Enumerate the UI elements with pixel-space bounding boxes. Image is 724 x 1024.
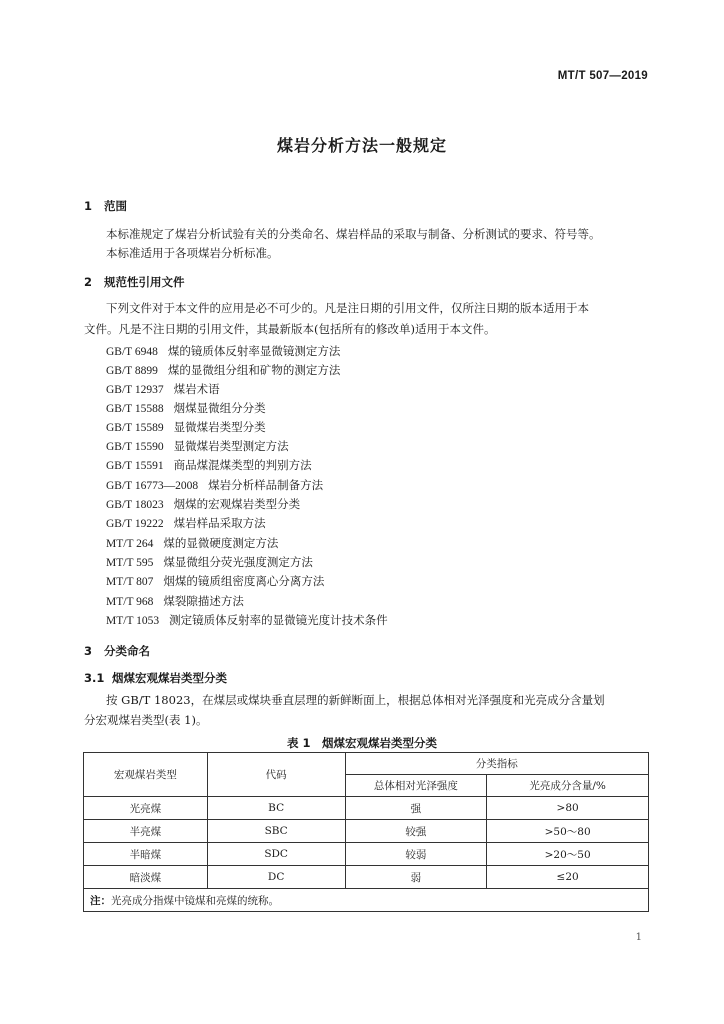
reference-code: GB/T 19222 [106, 518, 164, 530]
reference-item [106, 438, 289, 454]
reference-code: GB/T 15591 [106, 460, 164, 472]
reference-item [106, 612, 388, 628]
section-number: 3.1 [84, 671, 105, 685]
table-row [84, 843, 649, 866]
cell-bright: >20～50 [487, 843, 649, 866]
section-title: 烟煤宏观煤岩类型分类 [112, 671, 227, 685]
reference-title: 煤的显微硬度测定方法 [163, 536, 279, 550]
section-2-heading [84, 274, 185, 290]
section-number: 1 [84, 199, 93, 213]
reference-code: GB/T 16773—2008 [106, 480, 199, 492]
section-title: 分类命名 [104, 644, 150, 658]
reference-title: 商品煤混煤类型的判别方法 [173, 458, 312, 472]
classification-paragraph-line-2: 分宏观煤岩类型(表 1)。 [84, 713, 208, 727]
reference-item [106, 554, 313, 570]
reference-code: MT/T 807 [106, 576, 154, 588]
cell-bright: >50～80 [487, 820, 649, 843]
reference-item [106, 457, 312, 473]
cell-luster: 较弱 [345, 843, 487, 866]
cell-type: 半亮煤 [84, 820, 208, 843]
cell-bright: ≤20 [487, 866, 649, 889]
reference-code: MT/T 595 [106, 557, 154, 569]
reference-item [106, 496, 300, 512]
normative-intro-line-1: 下列文件对于本文件的应用是必不可少的。凡是注日期的引用文件，仅所注日期的版本适用于本 [106, 301, 589, 315]
table-caption: 表 1 烟煤宏观煤岩类型分类 [286, 736, 437, 750]
coal-type-table [83, 752, 649, 912]
reference-code: MT/T 968 [106, 596, 154, 608]
note-label: 注： [90, 894, 111, 907]
document-title: 煤岩分析方法一般规定 [276, 136, 447, 155]
cell-code: DC [207, 866, 345, 889]
reference-title: 煤的显微组分组和矿物的测定方法 [167, 363, 341, 377]
section-3-1-heading [84, 670, 227, 686]
classification-paragraph-line-1: 按 GB/T 18023，在煤层或煤块垂直层理的新鲜断面上，根据总体相对光泽强度和光亮成分含量划 [106, 693, 605, 707]
section-title: 范围 [104, 199, 127, 213]
reference-title: 烟煤显微组分分类 [173, 401, 266, 415]
cell-type: 半暗煤 [84, 843, 208, 866]
cell-bright: >80 [487, 797, 649, 820]
reference-item [106, 535, 278, 551]
table-row [84, 797, 649, 820]
section-number: 2 [84, 275, 93, 289]
reference-code: GB/T 12937 [106, 384, 164, 396]
reference-code: GB/T 15588 [106, 403, 164, 415]
reference-title: 烟煤的宏观煤岩类型分类 [173, 497, 301, 511]
section-1-heading [84, 198, 127, 214]
reference-item [106, 593, 244, 609]
section-number: 3 [84, 644, 93, 658]
reference-item [106, 343, 340, 359]
header-type: 宏观煤岩类型 [84, 753, 208, 797]
cell-luster: 弱 [345, 866, 487, 889]
reference-title: 煤岩术语 [173, 382, 220, 396]
reference-code: GB/T 8899 [106, 365, 158, 377]
page-number: 1 [635, 932, 642, 943]
reference-item [106, 381, 220, 397]
cell-code: BC [207, 797, 345, 820]
cell-luster: 较强 [345, 820, 487, 843]
header-indicator: 分类指标 [345, 753, 648, 775]
scope-paragraph-1: 本标准规定了煤岩分析试验有关的分类命名、煤岩样品的采取与制备、分析测试的要求、符号等。 [106, 227, 601, 241]
table-note [84, 889, 649, 912]
cell-type: 光亮煤 [84, 797, 208, 820]
reference-code: MT/T 264 [106, 538, 154, 550]
reference-title: 煤裂隙描述方法 [163, 594, 244, 608]
reference-code: GB/T 6948 [106, 346, 158, 358]
cell-code: SDC [207, 843, 345, 866]
cell-type: 暗淡煤 [84, 866, 208, 889]
table-row [84, 820, 649, 843]
reference-title: 测定镜质体反射率的显微镜光度计技术条件 [169, 613, 388, 627]
reference-code: GB/T 15590 [106, 441, 164, 453]
reference-code: GB/T 15589 [106, 422, 164, 434]
cell-luster: 强 [345, 797, 487, 820]
reference-title: 烟煤的镜质组密度离心分离方法 [163, 574, 325, 588]
section-3-heading [84, 643, 150, 659]
normative-intro-line-2: 文件。凡是不注日期的引用文件，其最新版本(包括所有的修改单)适用于本文件。 [84, 322, 496, 336]
reference-item [106, 419, 266, 435]
standard-code: MT/T 507—2019 [557, 70, 648, 82]
header-bright: 光亮成分含量/% [487, 775, 649, 797]
note-text: 光亮成分指煤中镜煤和亮煤的统称。 [111, 894, 279, 907]
reference-item [106, 400, 266, 416]
reference-title: 煤岩分析样品制备方法 [208, 478, 324, 492]
header-code: 代码 [207, 753, 345, 797]
reference-item [106, 362, 340, 378]
reference-code: GB/T 18023 [106, 499, 164, 511]
reference-title: 煤的镜质体反射率显微镜测定方法 [167, 344, 341, 358]
reference-item [106, 515, 266, 531]
reference-title: 煤岩样品采取方法 [173, 516, 266, 530]
section-title: 规范性引用文件 [104, 275, 185, 289]
table-row [84, 866, 649, 889]
reference-title: 显微煤岩类型分类 [173, 420, 266, 434]
reference-code: MT/T 1053 [106, 615, 160, 627]
reference-item [106, 573, 324, 589]
reference-title: 显微煤岩类型测定方法 [173, 439, 289, 453]
header-luster: 总体相对光泽强度 [345, 775, 487, 797]
scope-paragraph-2: 本标准适用于各项煤岩分析标准。 [106, 246, 279, 260]
cell-code: SBC [207, 820, 345, 843]
reference-title: 煤显微组分荧光强度测定方法 [163, 555, 313, 569]
reference-item [106, 477, 323, 493]
